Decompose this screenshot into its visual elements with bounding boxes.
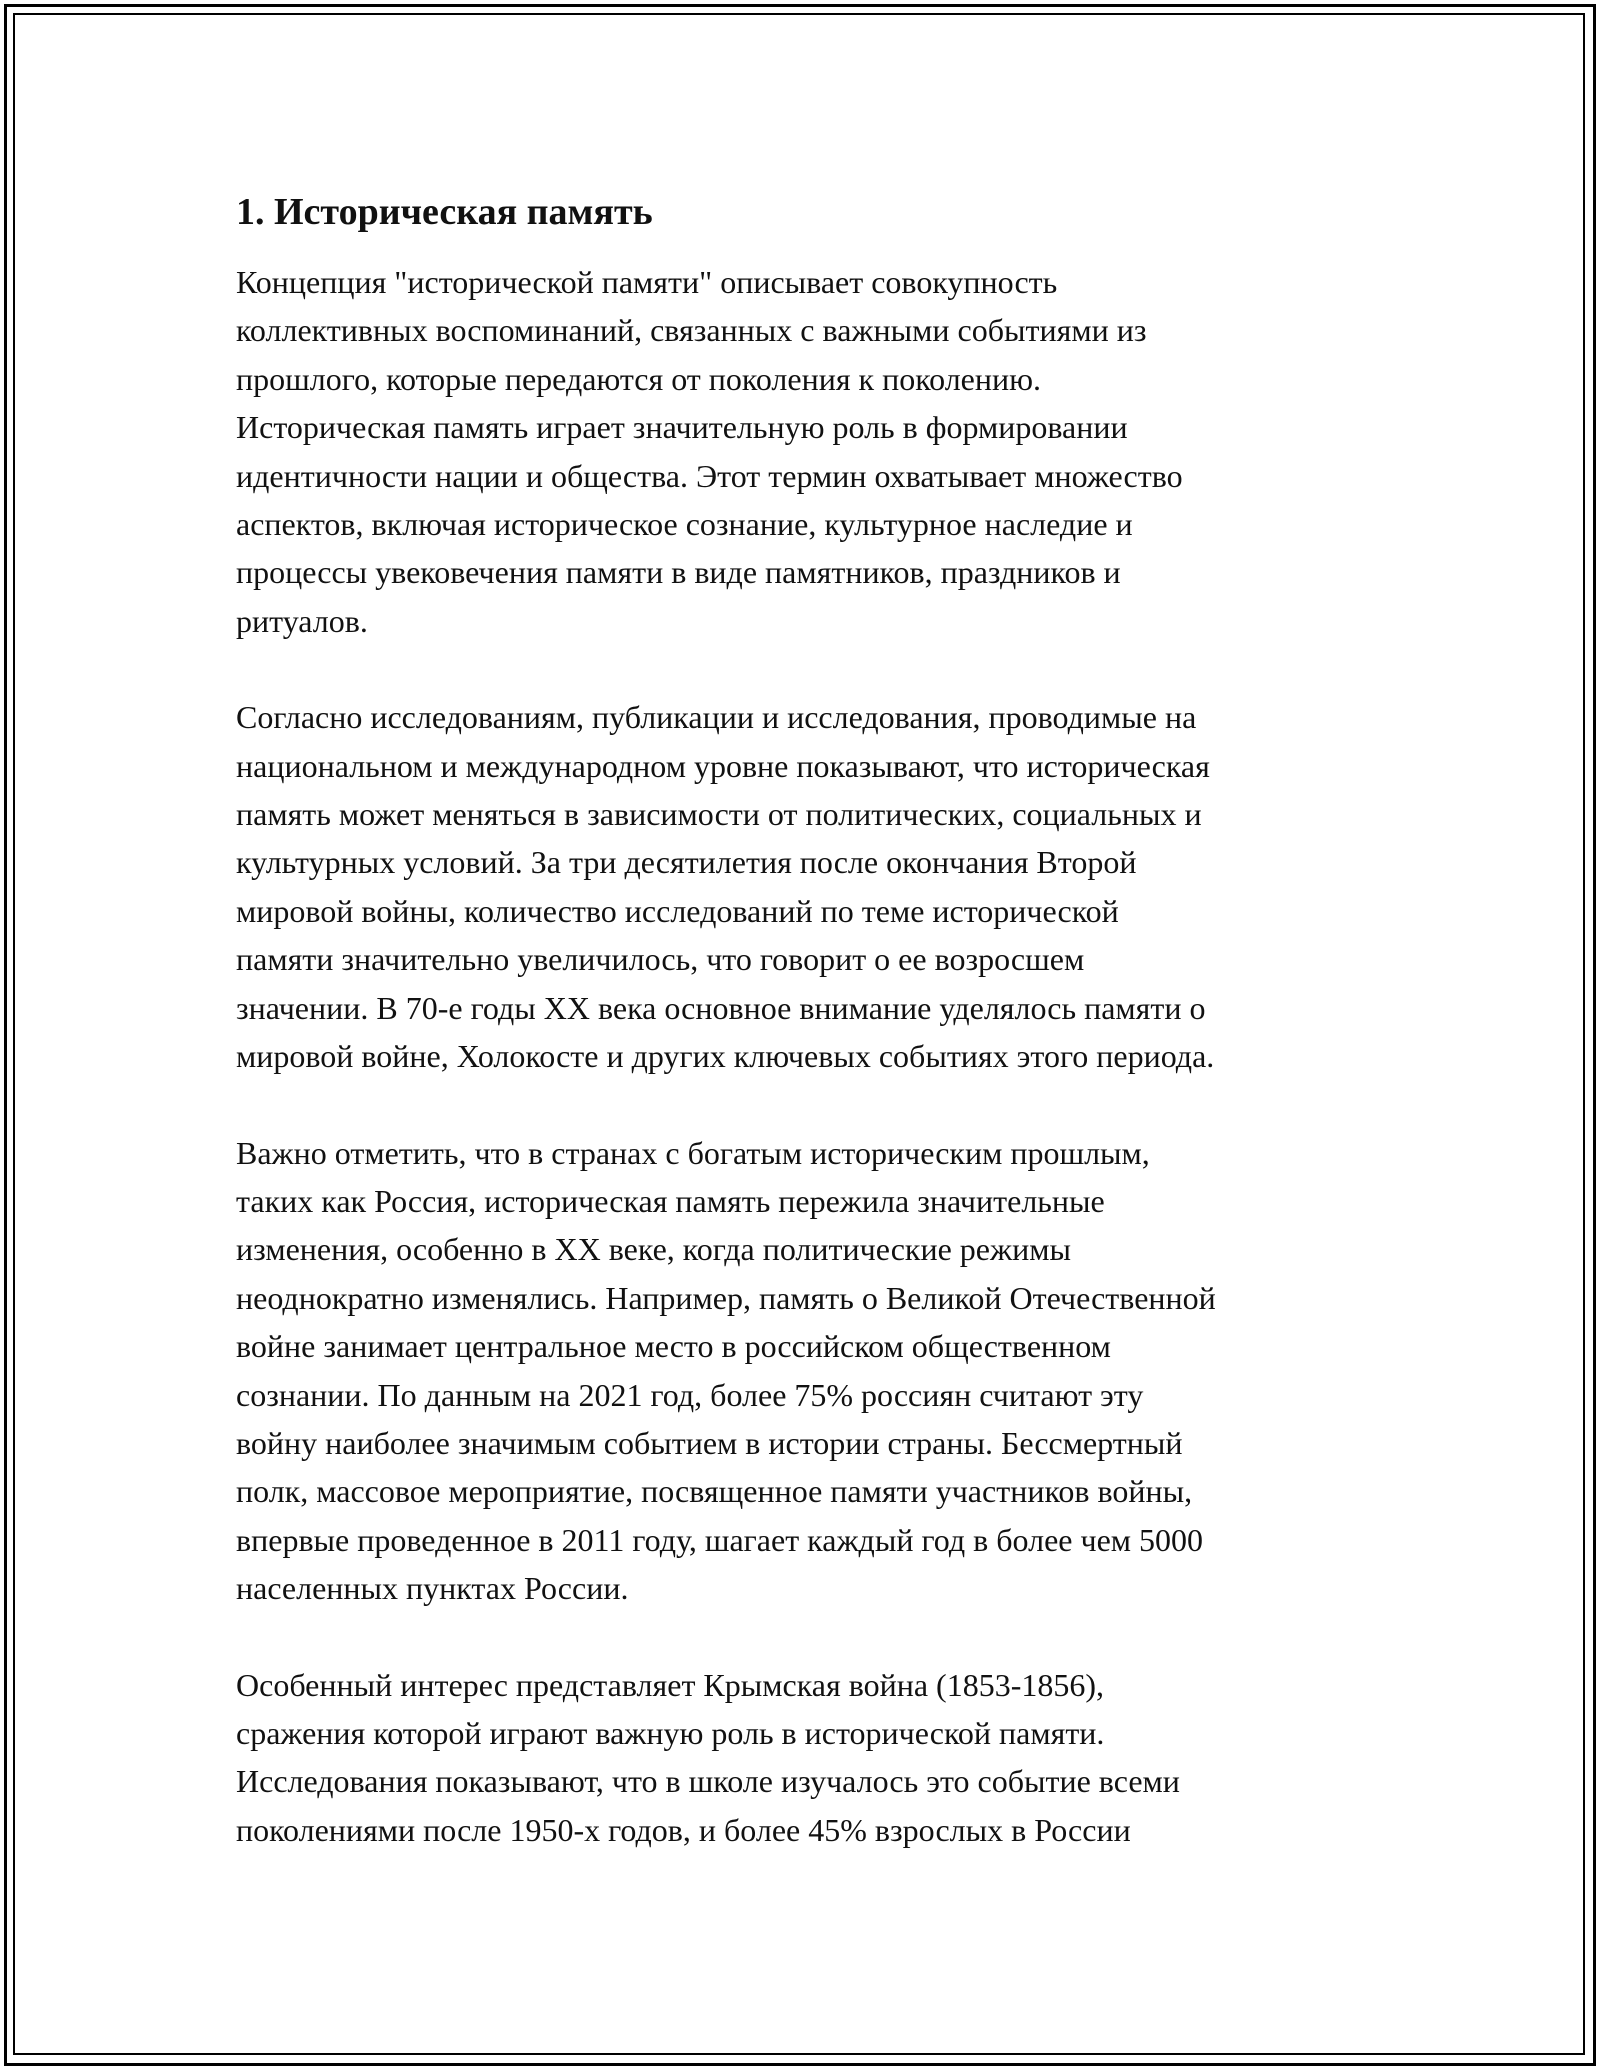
paragraph-3: Важно отметить, что в странах с богатым историческим прошлым, таких как Россия, историческая память пережила значительные изменения, особенно в XX веке, когда политические режимы неоднократно изменялись. Например, память о Великой Отечественной войне занимает центральное место в российском общественном сознании. По данным на 2021 год, более 75% россиян считают эту войну наиболее значимым событием в истории страны. Бессмертный полк, массовое мероприятие, посвященное памяти участников войны, впервые проведенное в 2011 году, шагает каждый год в более чем 5000 населенных пунктах России.: [236, 1134, 1216, 1607]
section-heading: 1. Историческая память: [236, 191, 653, 233]
paragraph-1: Концепция "исторической памяти" описывает совокупность коллективных воспоминаний, связанных с важными событиями из прошлого, которые передаются от поколения к поколению. Историческая память играет значительную роль в формировании идентичности нации и общества. Этот термин охватывает множество аспектов, включая историческое сознание, культурное наследие и процессы увековечения памяти в виде памятников, праздников и ритуалов.: [236, 264, 1183, 639]
paragraph-4: Особенный интерес представляет Крымская война (1853-1856), сражения которой играют важную роль в исторической памяти. Исследования показывают, что в школе изучалось это событие всеми поколениями после 1950-х годов, и более 45% взрослых в России: [236, 1666, 1180, 1848]
document-body: [236, 186, 1376, 1902]
paragraph-2: Согласно исследованиям, публикации и исследования, проводимые на национальном и международном уровне показывают, что историческая память может меняться в зависимости от политических, социальных и культурных условий. За три десятилетия после окончания Второй мировой войны, количество исследований по теме исторической памяти значительно увеличилось, что говорит о ее возросшем значении. В 70-е годы XX века основное внимание уделялось памяти о мировой войне, Холокосте и других ключевых событиях этого периода.: [236, 699, 1215, 1075]
